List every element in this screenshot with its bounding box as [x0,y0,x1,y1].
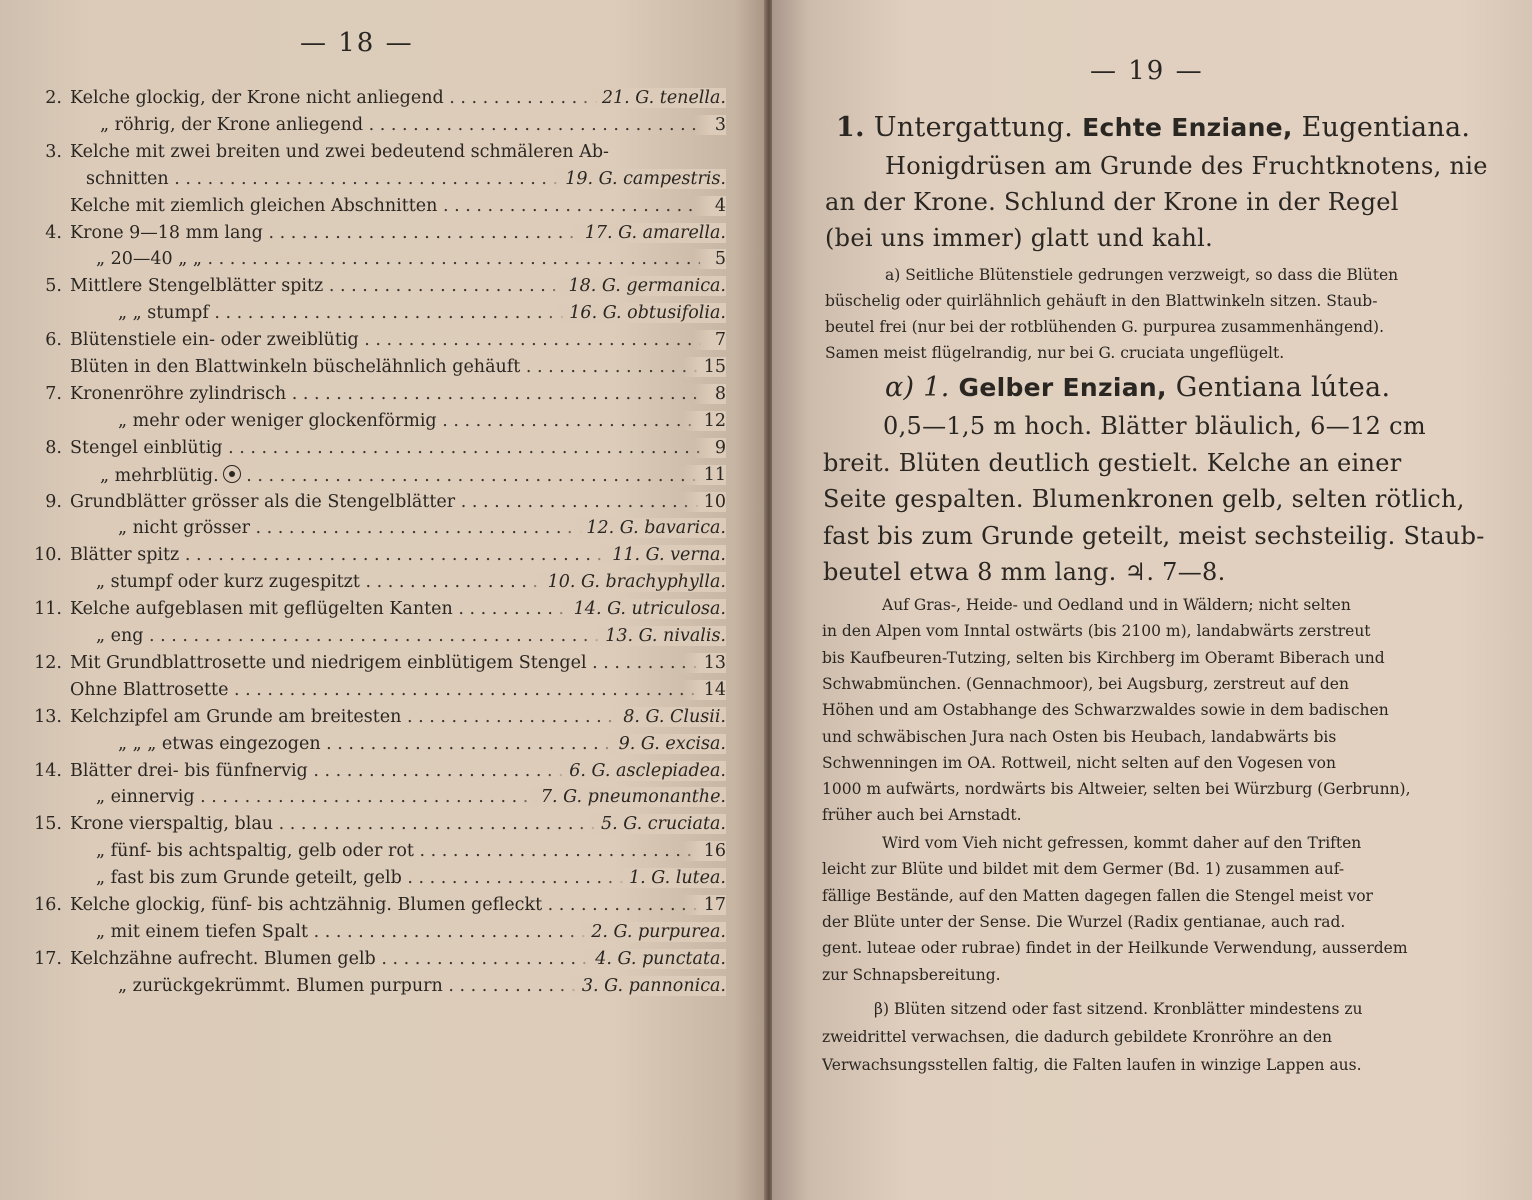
key-result: 12. G. bavarica. [564,518,726,538]
description-line: 0,5—1,5 m hoch. Blätter bläulich, 6—12 cm [883,412,1426,440]
key-line [0,868,766,895]
key-number: 10. [34,545,62,566]
key-number: 17. [34,948,62,969]
key-number: 13. [34,706,62,727]
key-text-content: Stengel einblütig [70,437,223,458]
key-line [0,438,766,465]
key-result: 10 [682,492,726,512]
distribution-line: in den Alpen vom Inntal ostwärts (bis 2100 m), landabwärts zerstreut [822,622,1371,641]
key-text-content: „ fast bis zum Grunde geteilt, gelb [96,868,402,889]
key-text-content: Krone vierspaltig, blau [70,814,274,835]
key-result: 10. G. brachyphylla. [526,572,726,592]
key-result: 9 [693,438,726,458]
key-text [70,330,700,350]
key-line [0,169,766,196]
key-line [0,895,766,922]
key-line [0,88,766,115]
key-text-content: Kelchzähne aufrecht. Blumen gelb [70,948,376,969]
distribution-line: bis Kaufbeuren-Tutzing, selten bis Kirchberg im Oberamt Biberach und [822,648,1385,667]
left-page-number: — 18 — [300,28,414,58]
key-line [0,949,766,976]
note-a-line: Samen meist flügelrandig, nur bei G. cruciata ungeflügelt. [825,344,1285,362]
key-text-content: Blütenstiele ein- oder zweiblütig [70,330,359,351]
key-result: 16 [682,841,726,861]
key-line [0,922,766,949]
distribution-line: und schwäbischen Jura nach Osten bis Heubach, landabwärts bis [822,727,1337,746]
key-result: 13 [682,653,726,673]
key-number: 15. [34,814,62,835]
key-result: 11 [682,465,726,485]
usage-line: Wird vom Vieh nicht gefressen, kommt daher auf den Triften [882,834,1362,852]
key-result: 4 [693,196,726,216]
species-heading [885,372,1390,403]
key-text [70,142,726,162]
key-text-content: Kelche mit ziemlich gleichen Abschnitten [70,195,438,216]
perennial-symbol-icon [223,465,241,483]
key-result: 7. G. pneumonanthe. [519,787,726,807]
key-result: 5 [693,249,726,269]
intro-line: an der Krone. Schlund der Krone in der Regel [825,188,1399,216]
key-number: 9. [45,491,62,512]
note-beta-line: β) Blüten sitzend oder fast sitzend. Kronblätter mindestens zu [874,1000,1363,1018]
species-bold: Gelber Enzian, [958,373,1167,402]
key-text-content: Blätter spitz [70,545,180,566]
key-text-content: Kelchzipfel am Grunde am breitesten [70,706,402,727]
key-result: 11. G. verna. [590,545,726,565]
key-text-content: „ einnervig [96,787,195,808]
key-text [70,492,700,512]
key-result: 5. G. cruciata. [579,814,726,834]
key-result: 7 [693,330,726,350]
key-line [0,223,766,250]
key-text-content: „ 20—40 „ „ [96,249,202,270]
key-result: 3 [693,115,726,135]
usage-line: zur Schnapsbereitung. [822,965,1001,984]
key-result: 13. G. nivalis. [583,626,726,646]
key-text [96,841,700,861]
key-number: 3. [45,141,62,162]
usage-line: der Blüte unter der Sense. Die Wurzel (Radix gentianae, auch rad. [822,912,1346,931]
species-prefix: α) 1. [885,372,950,403]
species-suffix: Gentiana lútea. [1175,372,1391,403]
key-number: 4. [45,222,62,243]
key-result: 2. G. purpurea. [569,922,726,942]
key-text [70,196,700,216]
note-a-line: a) Seitliche Blütenstiele gedrungen verzweigt, so dass die Blüten [885,266,1399,284]
key-text-content: „ eng [96,626,144,646]
key-number: 2. [45,88,62,108]
key-text-content: Kelche glockig, fünf- bis achtzähnig. Blumen gefleckt [70,895,543,915]
key-line [0,330,766,357]
key-result: 8 [693,384,726,404]
key-result: 14. G. utriculosa. [552,599,726,619]
key-line [0,976,766,1003]
subgenus-heading [836,112,1470,143]
right-page-number: — 19 — [1090,56,1204,86]
key-line [0,707,766,734]
key-result: 14 [682,680,726,700]
key-text-content: „ zurückgekrümmt. Blumen purpurn [118,975,443,996]
key-number: 5. [45,276,62,297]
key-line [0,653,766,680]
key-line [0,492,766,519]
description-line: Seite gespalten. Blumenkronen gelb, selten rötlich, [823,485,1465,513]
key-text-content: „ mehrblütig. [100,465,219,486]
key-result: 8. G. Clusii. [601,707,726,727]
key-line [0,411,766,438]
description-line: breit. Blüten deutlich gestielt. Kelche an einer [823,448,1402,477]
key-text-content: Kelche aufgeblasen mit geflügelten Kanten [70,599,453,620]
key-text-content: Kelche mit zwei breiten und zwei bedeutend schmäleren Ab- [70,141,609,162]
key-text [118,411,700,431]
key-text-content: Blüten in den Blattwinkeln büschelähnlich gehäuft [70,357,521,377]
key-line [0,545,766,572]
key-text [70,680,700,700]
heading-suffix: Eugentiana. [1301,112,1471,143]
key-line [0,303,766,330]
key-text-content: Grundblätter grösser als die Stengelblätter [70,491,456,512]
key-number: 16. [34,895,62,915]
note-a-line: beutel frei (nur bei der rotblühenden G. purpurea zusammenhängend). [825,318,1385,336]
description-line: fast bis zum Grunde geteilt, meist sechsteilig. Staub- [823,521,1485,550]
key-text-content: Krone 9—18 mm lang [70,222,263,243]
key-text-content: „ mit einem tiefen Spalt [96,921,309,942]
intro-line: (bei uns immer) glatt und kahl. [825,224,1214,252]
usage-line: fällige Bestände, auf den Matten dagegen fallen die Stengel meist vor [822,886,1373,905]
key-text [70,438,700,458]
key-text [70,357,700,377]
key-line [0,841,766,868]
key-line [0,142,766,169]
key-result: 6. G. asclepiadea. [547,761,726,781]
key-text-content: Ohne Blattrosette [70,679,229,700]
distribution-line: früher auch bei Arnstadt. [822,806,1022,825]
distribution-line: Auf Gras-, Heide- und Oedland und in Wäldern; nicht selten [882,596,1351,614]
key-line [0,734,766,761]
distribution-line: 1000 m aufwärts, nordwärts bis Altweier, selten bei Würzburg (Gerbrunn), [822,780,1411,799]
key-result: 19. G. campestris. [543,169,726,189]
key-line [0,384,766,411]
key-text-content: „ röhrig, der Krone anliegend [100,114,364,135]
key-line [0,276,766,303]
key-result: 17 [682,895,726,915]
usage-line: gent. luteae oder rubrae) findet in der Heilkunde Verwendung, ausserdem [822,939,1408,958]
key-result: 21. G. tenella. [580,88,726,108]
key-result: 4. G. punctata. [573,949,726,969]
key-text [70,653,700,673]
key-text-content: Mit Grundblattrosette und niedrigem einblütigem Stengel [70,652,587,673]
heading-number: 1. [836,112,865,143]
key-result: 12 [682,411,726,431]
heading-bold: Echte Enziane, [1082,113,1293,142]
key-line [0,249,766,276]
key-text [70,895,700,915]
key-line [0,465,766,492]
key-number: 14. [34,760,62,781]
distribution-line: Schwenningen im OA. Rottweil, nicht selten auf den Vogesen von [822,753,1336,772]
usage-line: leicht zur Blüte und bildet mit dem Germer (Bd. 1) zusammen auf- [822,860,1345,879]
note-a-line: büschelig oder quirlähnlich gehäuft in den Blattwinkeln sitzen. Staub- [825,292,1378,310]
key-line [0,761,766,788]
key-result: 17. G. amarella. [563,223,726,243]
key-line [0,196,766,223]
key-number: 6. [45,330,62,351]
note-beta-line: zweidrittel verwachsen, die dadurch gebildete Kronröhre an den [822,1028,1333,1046]
key-text-content: schnitten [86,168,169,189]
key-text-content: Mittlere Stengelblätter spitz [70,276,324,297]
heading-prefix: Untergattung. [873,112,1074,143]
key-text-content: „ mehr oder weniger glockenförmig [118,410,437,431]
key-result: 9. G. excisa. [597,734,726,754]
key-text-content: Kronenröhre zylindrisch [70,383,287,404]
distribution-line: Schwabmünchen. (Gennachmoor), bei Augsburg, zerstreut auf den [822,674,1349,693]
key-text-content: „ stumpf oder kurz zugespitzt [96,572,360,593]
key-result: 16. G. obtusifolia. [547,303,726,323]
key-text-content: „ nicht grösser [118,518,250,539]
key-text-content: „ fünf- bis achtspaltig, gelb oder rot [96,841,414,862]
key-line [0,787,766,814]
key-line [0,518,766,545]
note-beta-line: Verwachsungsstellen faltig, die Falten laufen in winzige Lappen aus. [822,1056,1362,1074]
key-text [96,249,700,269]
key-text [100,465,700,486]
key-text [70,384,700,404]
key-number: 12. [34,652,62,673]
key-text [100,115,700,135]
key-line [0,115,766,142]
key-result: 15 [682,357,726,377]
key-number: 8. [45,437,62,458]
key-result: 18. G. germanica. [547,276,727,296]
key-result: 3. G. pannonica. [560,976,726,996]
key-line [0,814,766,841]
key-text-content: „ „ stumpf [118,303,209,324]
key-text-content: „ „ „ etwas eingezogen [118,733,321,754]
distribution-line: Höhen und am Ostabhange des Schwarzwaldes sowie in dem badischen [822,701,1389,720]
description-line: beutel etwa 8 mm lang. ♃. 7—8. [823,558,1226,586]
key-line [0,357,766,384]
key-line [0,626,766,653]
key-text-content: Blätter drei- bis fünfnervig [70,760,308,781]
key-number: 7. [45,383,62,404]
key-line [0,680,766,707]
key-text-content: Kelche glockig, der Krone nicht anliegend [70,88,444,108]
key-number: 11. [34,599,62,620]
key-line [0,572,766,599]
key-result: 1. G. lutea. [607,868,726,888]
key-line [0,599,766,626]
intro-line: Honigdrüsen am Grunde des Fruchtknotens, nie [885,152,1488,180]
